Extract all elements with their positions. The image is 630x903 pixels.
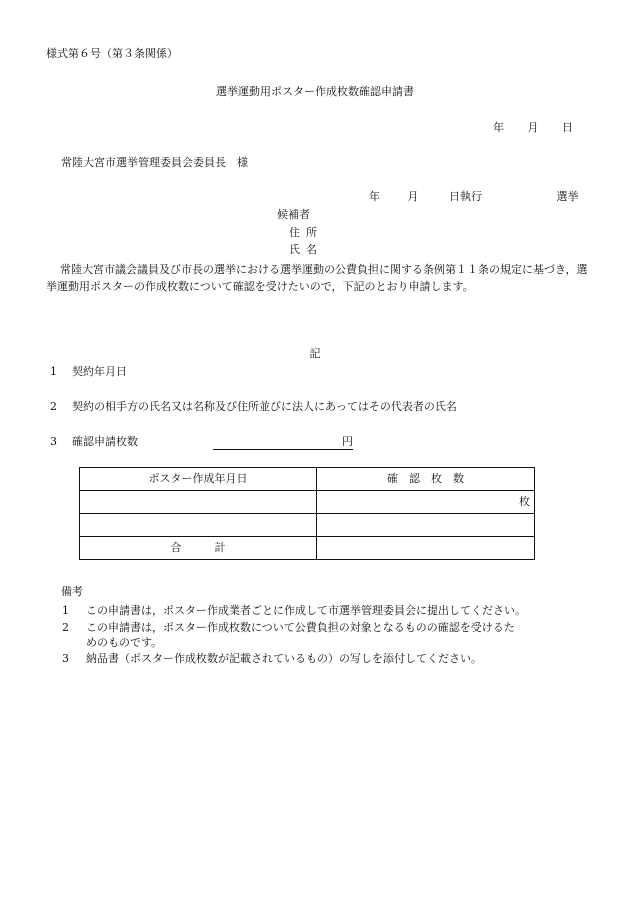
table-header-row [80, 468, 535, 491]
item-number: 2 [50, 400, 57, 413]
note-number: 1 [62, 604, 69, 617]
note-text: 納品書（ポスター作成枚数が記載されているもの）の写しを添付してください。 [86, 652, 482, 665]
election-date-line [369, 190, 579, 205]
header-creation-date: ポスター作成年月日 [80, 468, 317, 491]
note-text: この申請書は，ポスター作成枚数について公費負担の対象となるものの確認を受けるた [86, 621, 515, 634]
item-contractor [50, 400, 457, 415]
note-item [62, 621, 587, 651]
item-number: 1 [50, 365, 57, 378]
address-label: 住所 [289, 226, 323, 239]
election-year: 年 [369, 190, 380, 203]
requested-quantity-field[interactable] [213, 435, 353, 450]
note-item [62, 652, 587, 667]
form-number: 様式第６号（第３条関係） [46, 47, 178, 60]
item-requested-quantity [50, 435, 138, 450]
date-year: 年 [493, 121, 504, 134]
document-title: 選挙運動用ポスター作成枚数確認申請書 [216, 85, 414, 98]
addressee: 常陸大宮市選挙管理委員会委員長 様 [61, 156, 248, 169]
count-cell[interactable] [317, 491, 535, 514]
total-count-cell[interactable] [317, 537, 535, 560]
application-body-text: 常陸大宮市議会議員及び市長の選挙における選挙運動の公費負担に関する条例第１１条の規定に基づき，選挙運動用ポスターの作成枚数について確認を受けたいので，下記のとおり申請します。 [46, 263, 588, 293]
date-month: 月 [527, 121, 539, 134]
note-number: 3 [62, 652, 69, 665]
creation-date-cell[interactable] [80, 491, 317, 514]
table-total-row [80, 537, 535, 560]
header-confirmed-count: 確 認 枚 数 [317, 468, 535, 491]
item-number: 3 [50, 435, 57, 448]
item-contract-date [50, 365, 127, 380]
candidate-label: 候補者 [277, 208, 310, 221]
note-text: この申請書は，ポスター作成業者ごとに作成して市選挙管理委員会に提出してください。 [86, 604, 526, 617]
quantity-unit: 円 [342, 435, 353, 448]
ki-heading: 記 [309, 347, 321, 360]
item-text: 確認申請枚数 [72, 435, 138, 448]
count-unit: 枚 [519, 494, 530, 508]
item-text: 契約の相手方の氏名又は名称及び住所並びに法人にあってはその代表者の氏名 [72, 400, 457, 413]
poster-count-table [79, 467, 535, 560]
total-label: 合 計 [80, 537, 317, 560]
creation-date-cell[interactable] [80, 514, 317, 537]
election-month: 月 [407, 190, 419, 203]
item-text: 契約年月日 [72, 365, 127, 378]
note-item [62, 604, 587, 619]
notes-title: 備考 [61, 585, 83, 598]
table-row [80, 491, 535, 514]
application-date [493, 121, 573, 136]
table-row [80, 514, 535, 537]
count-cell[interactable] [317, 514, 535, 537]
note-number: 2 [62, 621, 69, 634]
date-day: 日 [562, 121, 573, 134]
note-text-continued: めのものです。 [86, 635, 163, 649]
election-day-exec: 日執行 [449, 190, 482, 203]
name-label: 氏名 [289, 243, 323, 256]
election-type: 選挙 [556, 190, 579, 203]
